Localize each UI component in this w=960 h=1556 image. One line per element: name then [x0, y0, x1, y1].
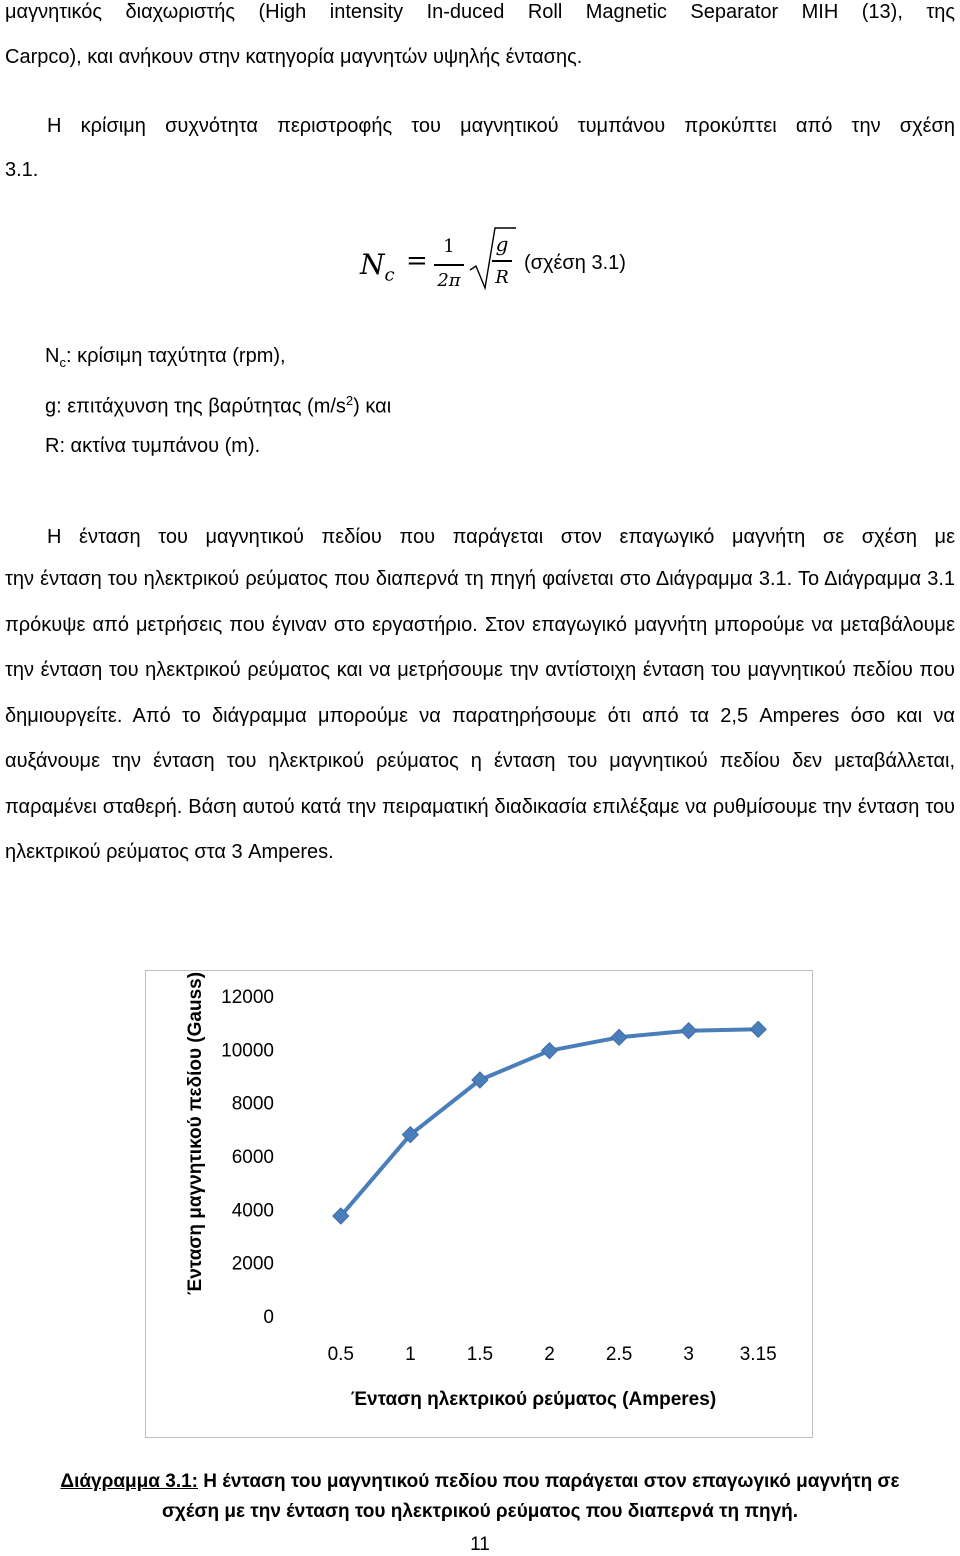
figure-caption-lead: Διάγραμμα 3.1: [60, 1471, 198, 1492]
data-point-marker [681, 1023, 697, 1039]
x-tick-label: 3.15 [739, 1344, 777, 1365]
formula-numerator: 1 [443, 236, 455, 257]
intro-line-4: 3.1. [5, 159, 39, 181]
data-point-marker [611, 1029, 627, 1045]
formula-lhs: N [360, 248, 385, 281]
definition-g-post: ) και [353, 395, 392, 418]
x-tick-label: 3 [683, 1344, 694, 1365]
formula-sqrt-denominator: R [495, 267, 509, 288]
y-tick-label: 4000 [231, 1200, 274, 1222]
definition-g [45, 389, 391, 419]
definition-g-sup: 2 [345, 393, 354, 408]
definition-nc-sub: c [59, 355, 66, 370]
x-tick-label: 1 [405, 1344, 416, 1365]
formula-lhs-sub: c [384, 264, 395, 286]
y-tick-label: 6000 [231, 1147, 274, 1168]
formula-sqrt-bar [492, 260, 512, 262]
formula-fraction-bar [434, 264, 464, 266]
intro-line-2: Carpco), και ανήκουν στην κατηγορία μαγνητών υψηλής έντασης. [5, 46, 583, 68]
definition-r: R: ακτίνα τυμπάνου (m). [45, 435, 261, 457]
data-point-marker [542, 1043, 558, 1059]
chart-frame [145, 970, 813, 1438]
definition-nc [45, 344, 286, 375]
x-tick-label: 2.5 [605, 1344, 633, 1365]
figure-caption-line-2: σχέση με την ένταση του ηλεκτρικού ρεύματος που διαπερνά τη πηγή. [161, 1501, 799, 1522]
paragraph-body: την ένταση του ηλεκτρικού ρεύματος που διαπερνά τη πηγή φαίνεται στο Διάγραμμα 3.1. Το Διάγραμμα 3.1 πρόκυψε από μετρήσεις που έγιναν στο εργαστήριο. Στον επαγωγικό μαγνήτη μπορούμε να μεταβάλουμε την ένταση του ηλεκτρικού ρεύματος και να μετρήσουμε την αντίστοιχη ένταση του μαγνητικού πεδίου που δημιουργείτε. Από το διάγραμμα μπορούμε να παρατηρήσουμε ότι από τα 2,5 Amperes όσο και να αυξάνουμε την ένταση του ηλεκτρικού ρεύματος η ένταση του μαγνητικού πεδίου δεν μεταβάλλεται, παραμένει σταθερή. Βάση αυτού κατά την πειραματική διαδικασία επιλέξαμε να ρυθμίσουμε την ένταση του ηλεκτρικού ρεύματος στα 3 Amperes. [5, 568, 955, 863]
paragraph-first-line: Η ένταση του μαγνητικού πεδίου που παράγεται στον επαγωγικό μαγνήτη σε σχέση με [47, 526, 955, 548]
intro-line-1: μαγνητικός διαχωριστής (High intensity In-duced Roll Magnetic Separator MIH (13), της [5, 1, 955, 23]
formula-sqrt-numerator: g [495, 232, 509, 256]
line-chart [146, 971, 812, 1437]
x-tick-label: 1.5 [466, 1344, 494, 1365]
figure-caption-line-1 [40, 1467, 920, 1497]
x-axis-title: Ένταση ηλεκτρικού ρεύματος (Amperes) [350, 1389, 717, 1410]
formula-equals: = [406, 246, 428, 276]
data-point-marker [750, 1021, 766, 1037]
figure-caption-text-1: Η ένταση του μαγνητικού πεδίου που παράγεται στον επαγωγικό μαγνήτη σε [198, 1471, 900, 1492]
y-tick-label: 0 [263, 1307, 274, 1328]
y-tick-label: 12000 [221, 987, 274, 1008]
y-tick-label: 10000 [221, 1040, 274, 1062]
x-tick-label: 0.5 [327, 1344, 354, 1365]
formula-denominator: 2π [437, 270, 461, 291]
intro-line-3: Η κρίσιμη συχνότητα περιστροφής του μαγνητικού τυμπάνου προκύπτει από την σχέση [47, 115, 955, 137]
definition-g-text: g: επιτάχυνση της βαρύτητας (m/s [45, 395, 346, 418]
y-tick-label: 2000 [231, 1253, 274, 1275]
x-tick-label: 2 [544, 1344, 555, 1365]
formula-label: (σχέση 3.1) [524, 252, 626, 274]
page-number: 11 [470, 1534, 490, 1555]
y-axis-title: Ένταση μαγνητικού πεδίου (Gauss) [185, 971, 206, 1296]
definition-nc-symbol: N [45, 345, 60, 367]
definition-nc-text: : κρίσιμη ταχύτητα (rpm), [65, 345, 286, 367]
y-tick-label: 8000 [231, 1093, 274, 1115]
